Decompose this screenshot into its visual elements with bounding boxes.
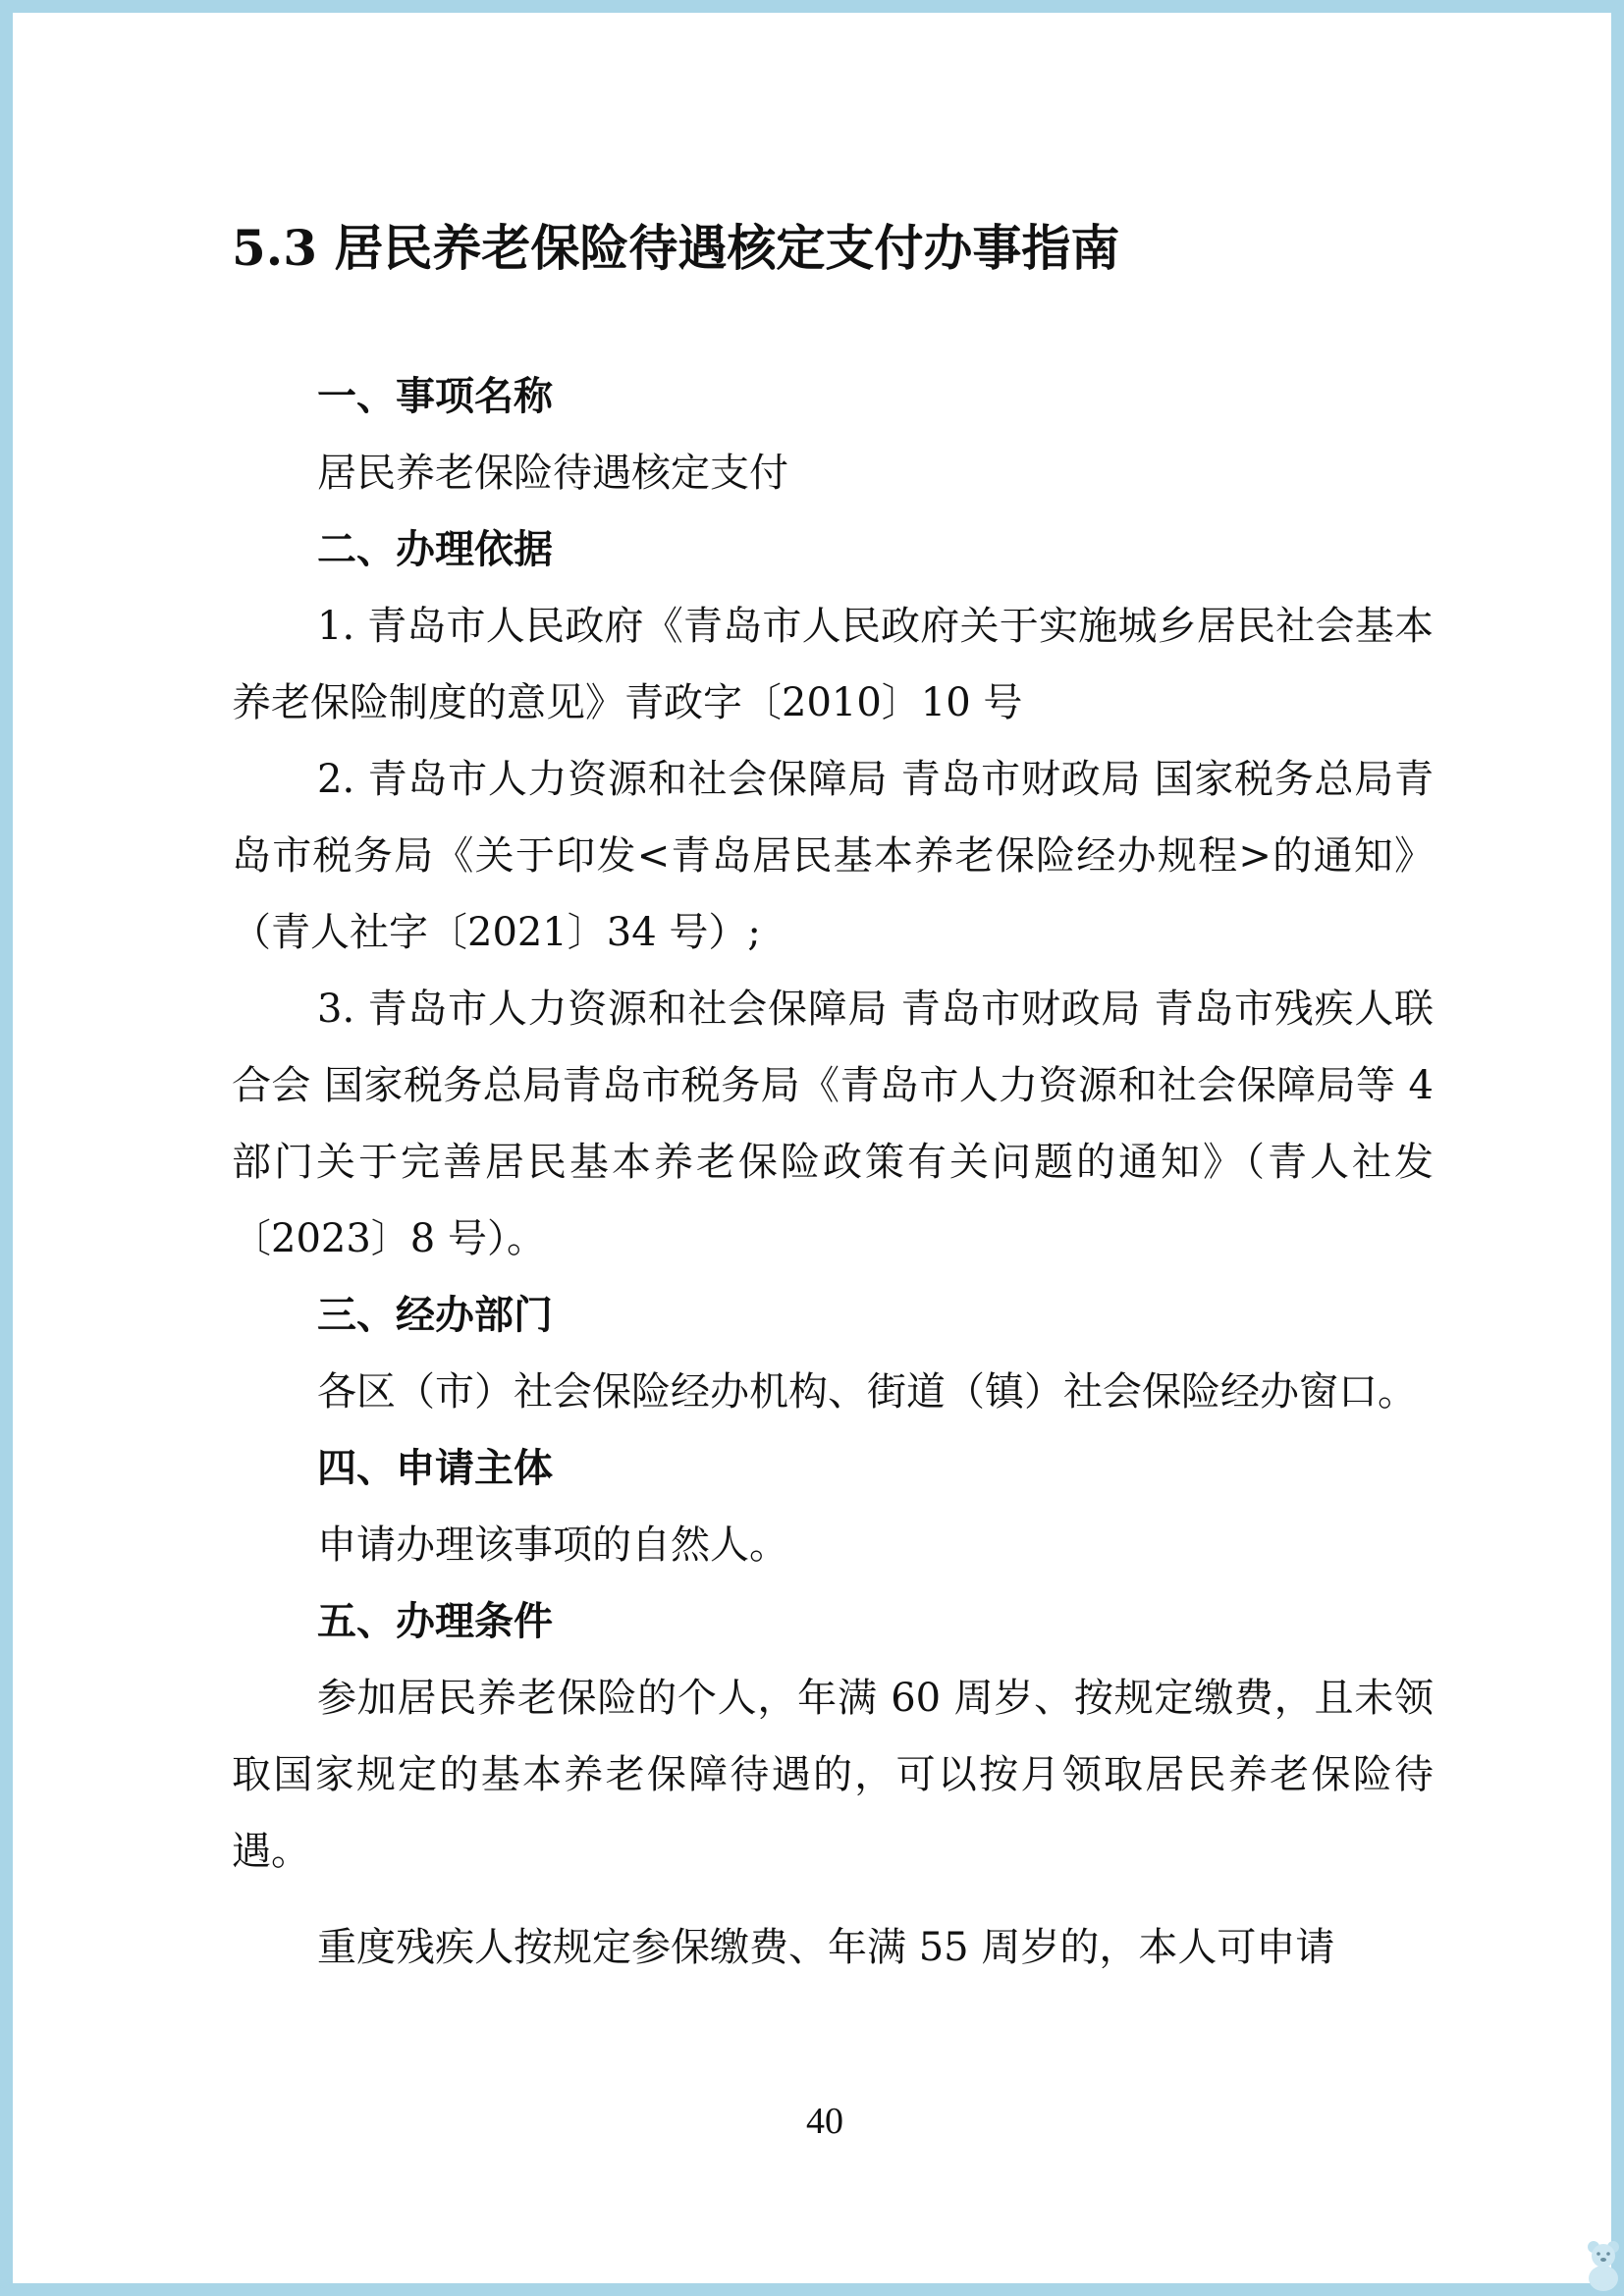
page-content: [232, 209, 1434, 1986]
teddy-bear-icon: [1584, 2239, 1623, 2292]
section-department: [232, 1277, 1434, 1430]
section-applicant: [232, 1430, 1434, 1583]
section-paragraph: 1. 青岛市人民政府《青岛市人民政府关于实施城乡居民社会基本养老保险制度的意见》青政字〔2010〕10 号: [232, 604, 1434, 725]
section-conditions: [232, 1583, 1434, 1986]
section-heading: 五、办理条件: [317, 1599, 553, 1644]
section-item-name: [232, 358, 1434, 511]
page-number: 40: [806, 2101, 843, 2142]
section-paragraph: 2. 青岛市人力资源和社会保障局 青岛市财政局 国家税务总局青岛市税务局《关于印发<青岛居民基本养老保险经办规程>的通知》（青人社字〔2021〕34 号）;: [232, 757, 1434, 955]
section-paragraph: 重度残疾人按规定参保缴费、年满 55 周岁的，本人可申请: [317, 1925, 1335, 1970]
section-paragraph: 申请办理该事项的自然人。: [317, 1522, 788, 1568]
paragraph-gap: [232, 1890, 1434, 1909]
section-paragraph: 各区（市）社会保险经办机构、街道（镇）社会保险经办窗口。: [317, 1369, 1417, 1415]
section-heading: 三、经办部门: [317, 1293, 553, 1338]
section-paragraph: 参加居民养老保险的个人，年满 60 周岁、按规定缴费，且未领取国家规定的基本养老保障待遇的，可以按月领取居民养老保险待遇。: [232, 1676, 1434, 1874]
section-legal-basis: [232, 511, 1434, 1277]
section-heading: 四、申请主体: [317, 1446, 553, 1491]
section-paragraph: 3. 青岛市人力资源和社会保障局 青岛市财政局 青岛市残疾人联合会 国家税务总局青岛市税务局《青岛市人力资源和社会保障局等 4 部门关于完善居民基本养老保险政策有关问题的通知》（青人社发〔2023〕8 号）。: [232, 987, 1434, 1261]
section-heading: 二、办理依据: [317, 527, 553, 572]
section-paragraph: 居民养老保险待遇核定支付: [317, 451, 788, 496]
section-heading: 一、事项名称: [317, 374, 553, 419]
document-title: 5.3 居民养老保险待遇核定支付办事指南: [232, 219, 1120, 277]
